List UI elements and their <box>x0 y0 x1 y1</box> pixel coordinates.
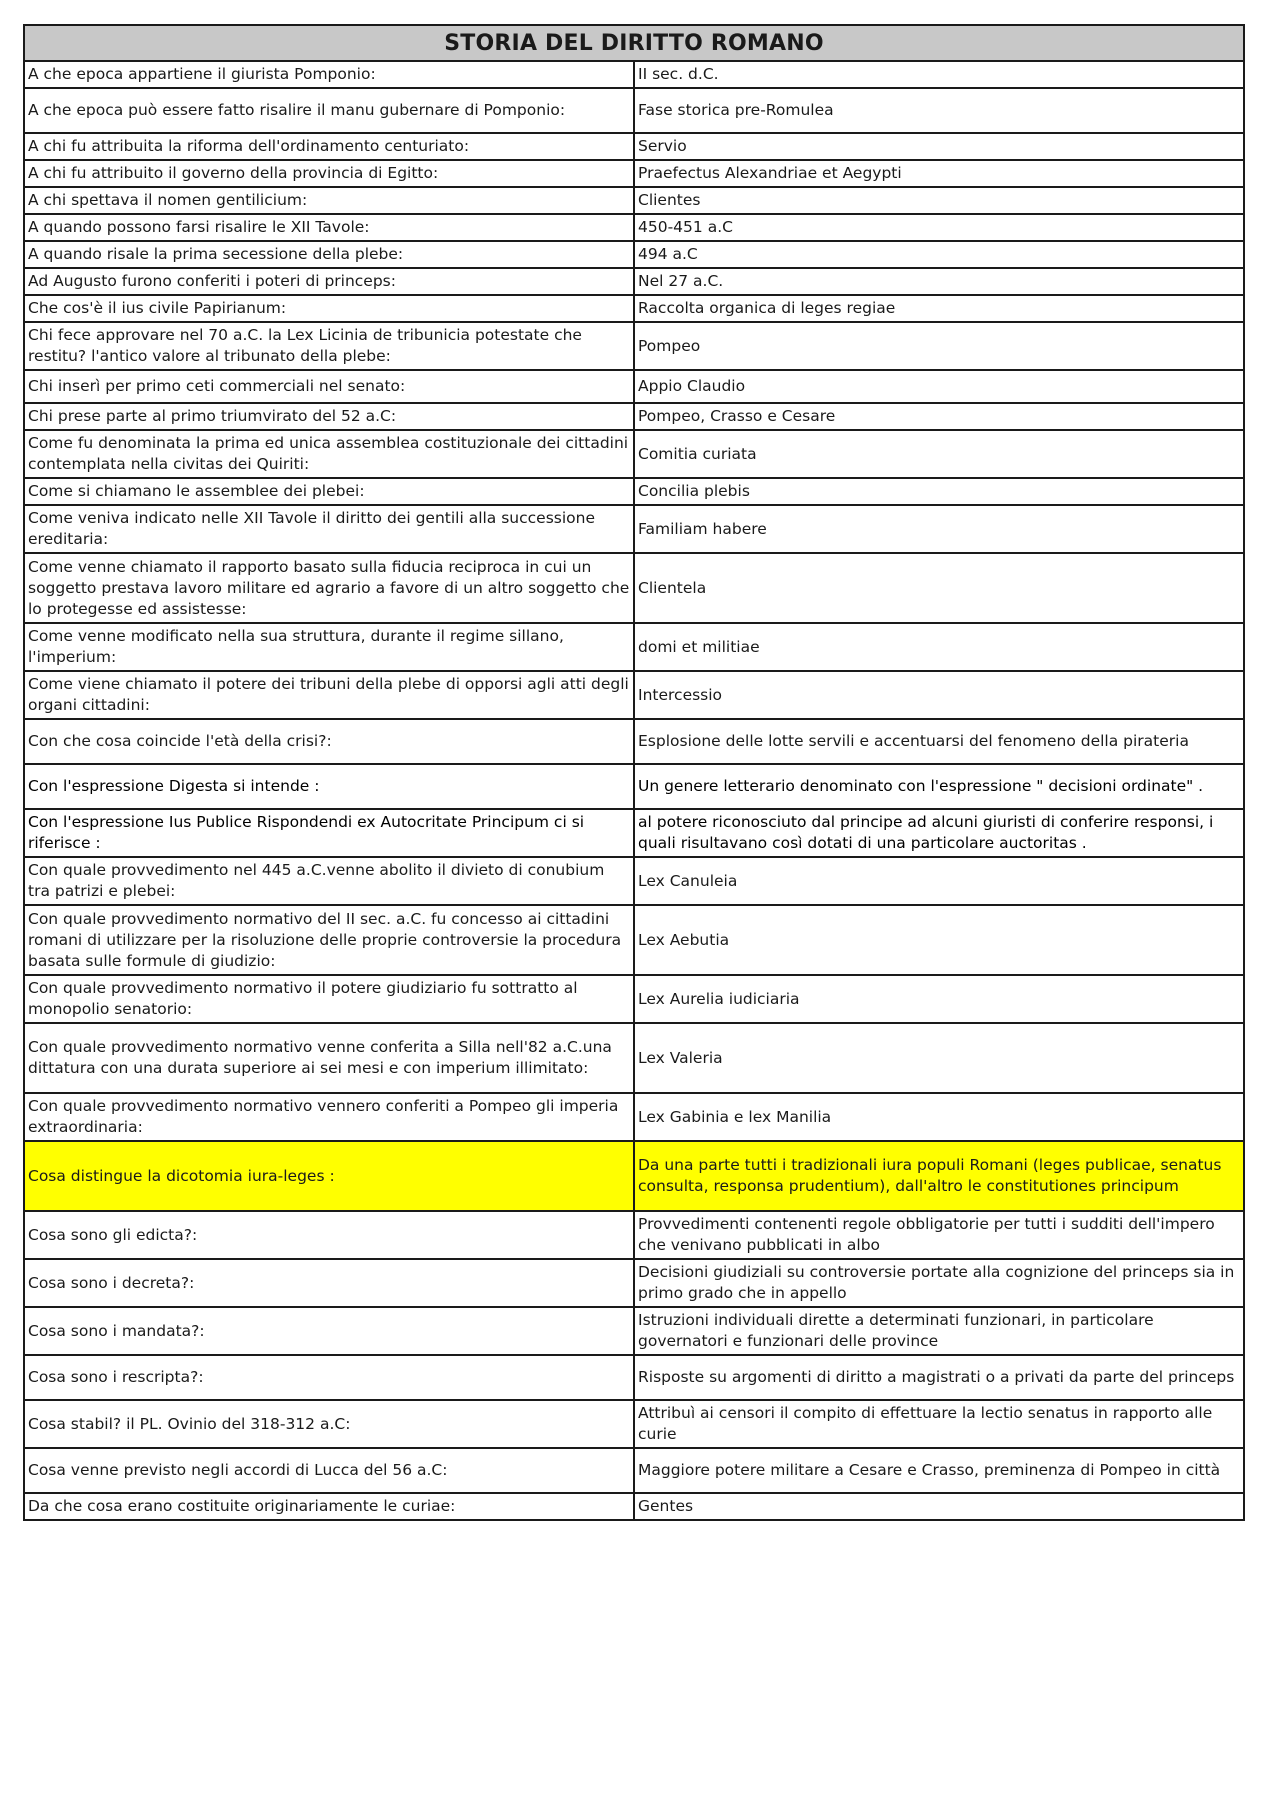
table-row <box>24 214 1244 241</box>
table-row <box>24 478 1244 505</box>
table-row <box>24 809 1244 857</box>
table-row <box>24 1307 1244 1355</box>
question-cell: Come fu denominata la prima ed unica assemblea costituzionale dei cittadini contemplata nella civitas dei Quiriti: <box>24 430 634 478</box>
table-row <box>24 975 1244 1023</box>
question-cell: Come viene chiamato il potere dei tribuni della plebe di opporsi agli atti degli organi cittadini: <box>24 671 634 719</box>
answer-cell: 494 a.C <box>634 241 1244 268</box>
question-cell: Cosa venne previsto negli accordi di Lucca del 56 a.C: <box>24 1448 634 1493</box>
answer-cell: II sec. d.C. <box>634 61 1244 88</box>
question-cell: Cosa sono gli edicta?: <box>24 1211 634 1259</box>
answer-cell: Lex Valeria <box>634 1023 1244 1093</box>
answer-cell: al potere riconosciuto dal principe ad alcuni giuristi di conferire responsi, i quali risultavano così dotati di una particolare auctoritas . <box>634 809 1244 857</box>
table-row <box>24 671 1244 719</box>
table-row <box>24 1141 1244 1211</box>
table-row <box>24 1259 1244 1307</box>
question-cell: A quando risale la prima secessione della plebe: <box>24 241 634 268</box>
answer-cell: Risposte su argomenti di diritto a magistrati o a privati da parte del princeps <box>634 1355 1244 1400</box>
answer-cell: Attribuì ai censori il compito di effettuare la lectio senatus in rapporto alle curie <box>634 1400 1244 1448</box>
question-cell: Come veniva indicato nelle XII Tavole il diritto dei gentili alla successione ereditaria: <box>24 505 634 553</box>
answer-cell: Servio <box>634 133 1244 160</box>
table-row <box>24 268 1244 295</box>
table-row <box>24 505 1244 553</box>
table-row <box>24 719 1244 764</box>
table-row <box>24 370 1244 403</box>
table-row <box>24 295 1244 322</box>
question-cell: Cosa sono i mandata?: <box>24 1307 634 1355</box>
answer-cell: Fase storica pre-Romulea <box>634 88 1244 133</box>
question-cell: Con quale provvedimento nel 445 a.C.venne abolito il divieto di conubium tra patrizi e plebei: <box>24 857 634 905</box>
question-cell: Con l'espressione Ius Publice Rispondendi ex Autocritate Principum ci si riferisce : <box>24 809 634 857</box>
answer-cell: Maggiore potere militare a Cesare e Crasso, preminenza di Pompeo in città <box>634 1448 1244 1493</box>
answer-cell: Appio Claudio <box>634 370 1244 403</box>
question-cell: Con quale provvedimento normativo il potere giudiziario fu sottratto al monopolio senatorio: <box>24 975 634 1023</box>
answer-cell: Clientela <box>634 553 1244 623</box>
answer-cell: 450-451 a.C <box>634 214 1244 241</box>
answer-cell: Lex Aurelia iudiciaria <box>634 975 1244 1023</box>
question-cell: A chi spettava il nomen gentilicium: <box>24 187 634 214</box>
answer-cell: Lex Aebutia <box>634 905 1244 975</box>
question-cell: A che epoca appartiene il giurista Pomponio: <box>24 61 634 88</box>
question-cell: A quando possono farsi risalire le XII Tavole: <box>24 214 634 241</box>
question-cell: A chi fu attribuita la riforma dell'ordinamento centuriato: <box>24 133 634 160</box>
table-row <box>24 160 1244 187</box>
answer-cell: Raccolta organica di leges regiae <box>634 295 1244 322</box>
answer-cell: Familiam habere <box>634 505 1244 553</box>
question-cell: Con l'espressione Digesta si intende : <box>24 764 634 809</box>
question-cell: Chi fece approvare nel 70 a.C. la Lex Licinia de tribunicia potestate che restitu? l'antico valore al tribunato della plebe: <box>24 322 634 370</box>
table-title: STORIA DEL DIRITTO ROMANO <box>24 25 1244 61</box>
question-cell: Cosa sono i decreta?: <box>24 1259 634 1307</box>
qa-table <box>23 24 1245 1521</box>
question-cell: Cosa distingue la dicotomia iura-leges : <box>24 1141 634 1211</box>
table-row <box>24 322 1244 370</box>
table-body <box>24 61 1244 1520</box>
table-row <box>24 905 1244 975</box>
answer-cell: Istruzioni individuali dirette a determinati funzionari, in particolare governatori e funzionari delle province <box>634 1307 1244 1355</box>
table-row <box>24 1493 1244 1520</box>
question-cell: Cosa sono i rescripta?: <box>24 1355 634 1400</box>
question-cell: Da che cosa erano costituite originariamente le curiae: <box>24 1493 634 1520</box>
answer-cell: Pompeo, Crasso e Cesare <box>634 403 1244 430</box>
answer-cell: Gentes <box>634 1493 1244 1520</box>
answer-cell: Da una parte tutti i tradizionali iura populi Romani (leges publicae, senatus consulta, responsa prudentium), dall'altro le constitutiones principum <box>634 1141 1244 1211</box>
answer-cell: Provvedimenti contenenti regole obbligatorie per tutti i sudditi dell'impero che venivano pubblicati in albo <box>634 1211 1244 1259</box>
answer-cell: Praefectus Alexandriae et Aegypti <box>634 160 1244 187</box>
table-row <box>24 1093 1244 1141</box>
answer-cell: Concilia plebis <box>634 478 1244 505</box>
question-cell: Come si chiamano le assemblee dei plebei: <box>24 478 634 505</box>
question-cell: A che epoca può essere fatto risalire il manu gubernare di Pomponio: <box>24 88 634 133</box>
question-cell: Come venne chiamato il rapporto basato sulla fiducia reciproca in cui un soggetto prestava lavoro militare ed agrario a favore di un altro soggetto che lo protegesse ed assistesse: <box>24 553 634 623</box>
table-row <box>24 1448 1244 1493</box>
table-row <box>24 61 1244 88</box>
table-row <box>24 187 1244 214</box>
table-row <box>24 241 1244 268</box>
table-row <box>24 764 1244 809</box>
question-cell: Con quale provvedimento normativo vennero conferiti a Pompeo gli imperia extraordinaria: <box>24 1093 634 1141</box>
table-row <box>24 623 1244 671</box>
question-cell: Ad Augusto furono conferiti i poteri di princeps: <box>24 268 634 295</box>
table-row <box>24 1355 1244 1400</box>
answer-cell: Intercessio <box>634 671 1244 719</box>
table-row <box>24 133 1244 160</box>
answer-cell: domi et militiae <box>634 623 1244 671</box>
table-row <box>24 1400 1244 1448</box>
table-row <box>24 403 1244 430</box>
question-cell: Chi prese parte al primo triumvirato del 52 a.C: <box>24 403 634 430</box>
answer-cell: Lex Gabinia e lex Manilia <box>634 1093 1244 1141</box>
answer-cell: Un genere letterario denominato con l'espressione " decisioni ordinate" . <box>634 764 1244 809</box>
answer-cell: Decisioni giudiziali su controversie portate alla cognizione del princeps sia in primo grado che in appello <box>634 1259 1244 1307</box>
table-row <box>24 1211 1244 1259</box>
table-row <box>24 430 1244 478</box>
table-row <box>24 88 1244 133</box>
answer-cell: Comitia curiata <box>634 430 1244 478</box>
question-cell: A chi fu attribuito il governo della provincia di Egitto: <box>24 160 634 187</box>
question-cell: Cosa stabil? il PL. Ovinio del 318-312 a.C: <box>24 1400 634 1448</box>
question-cell: Con che cosa coincide l'età della crisi?: <box>24 719 634 764</box>
answer-cell: Nel 27 a.C. <box>634 268 1244 295</box>
spreadsheet-page <box>23 24 1245 1521</box>
answer-cell: Lex Canuleia <box>634 857 1244 905</box>
table-row <box>24 1023 1244 1093</box>
table-row <box>24 553 1244 623</box>
answer-cell: Pompeo <box>634 322 1244 370</box>
question-cell: Con quale provvedimento normativo del II sec. a.C. fu concesso ai cittadini romani di utilizzare per la risoluzione delle proprie controversie la procedura basata sulle formule di giudizio: <box>24 905 634 975</box>
question-cell: Come venne modificato nella sua struttura, durante il regime sillano, l'imperium: <box>24 623 634 671</box>
table-row <box>24 857 1244 905</box>
answer-cell: Clientes <box>634 187 1244 214</box>
question-cell: Che cos'è il ius civile Papirianum: <box>24 295 634 322</box>
question-cell: Chi inserì per primo ceti commerciali nel senato: <box>24 370 634 403</box>
question-cell: Con quale provvedimento normativo venne conferita a Silla nell'82 a.C.una dittatura con una durata superiore ai sei mesi e con imperium illimitato: <box>24 1023 634 1093</box>
answer-cell: Esplosione delle lotte servili e accentuarsi del fenomeno della pirateria <box>634 719 1244 764</box>
